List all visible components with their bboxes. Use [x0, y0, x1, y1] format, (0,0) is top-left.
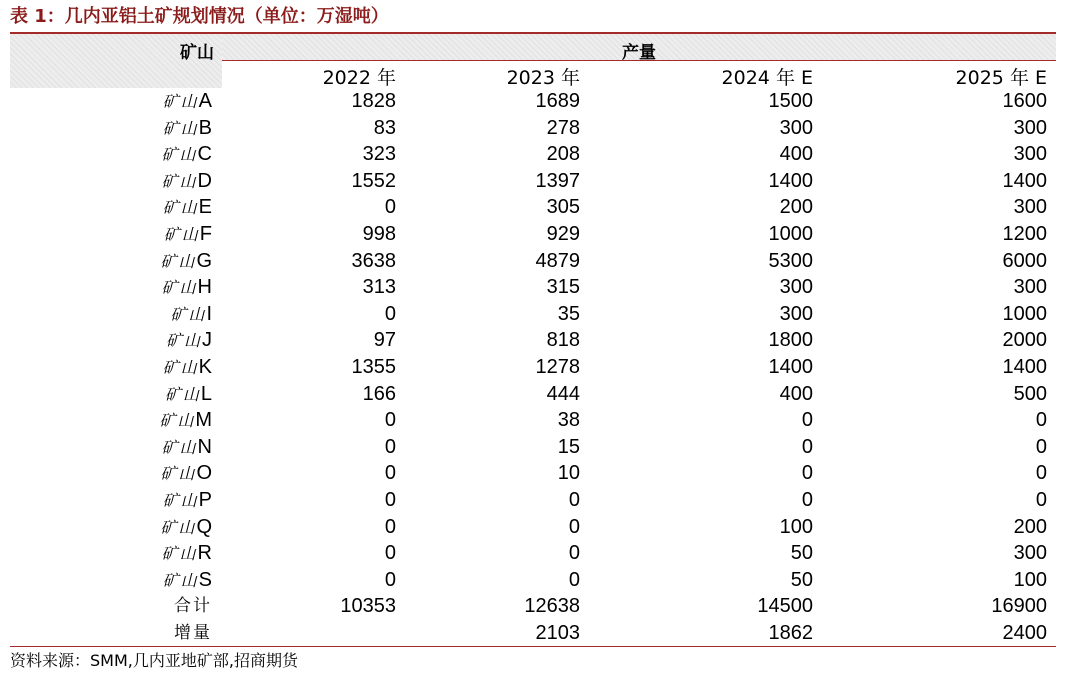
value-cell: 323 — [362, 143, 396, 166]
value-cell: 400 — [779, 143, 813, 166]
mine-name-id: P — [198, 488, 212, 511]
table-row — [10, 141, 1056, 168]
value-cell: 5300 — [768, 249, 813, 272]
value-cell: 1278 — [535, 355, 580, 378]
value-cell: 0 — [568, 542, 580, 565]
mine-name-cell — [10, 381, 212, 409]
mine-name-prefix: 矿山 — [162, 92, 199, 111]
mine-name-cell — [10, 434, 212, 462]
value-cell: 305 — [546, 196, 580, 219]
value-cell: 1200 — [1002, 222, 1047, 245]
mine-name-cell — [10, 487, 212, 515]
value-cell: 2000 — [1002, 329, 1047, 352]
column-header-mine: 矿山 — [180, 43, 214, 63]
mine-name-prefix: 矿山 — [165, 331, 202, 351]
value-cell: 300 — [1013, 143, 1047, 166]
value-cell: 0 — [1035, 462, 1047, 485]
value-cell: 200 — [1013, 515, 1047, 538]
table-row — [10, 514, 1056, 541]
table-row — [10, 221, 1056, 248]
source-note: 资料来源：SMM,几内亚地矿部,招商期货 — [10, 651, 298, 670]
mine-name-prefix: 矿山 — [162, 118, 199, 138]
mine-name-id: F — [199, 222, 212, 245]
value-cell: 14500 — [757, 595, 813, 618]
value-cell: 1600 — [1002, 90, 1047, 112]
value-cell: 0 — [801, 462, 813, 485]
value-cell: 38 — [557, 409, 580, 432]
mine-name-id: E — [198, 196, 212, 219]
value-cell: 1500 — [768, 90, 813, 112]
mine-name-cell — [10, 514, 212, 542]
mine-name-cell — [10, 407, 212, 435]
value-cell: 208 — [546, 143, 580, 166]
mine-name-id: C — [197, 143, 212, 166]
mine-name-prefix: 矿山 — [162, 198, 199, 218]
value-cell: 1689 — [535, 90, 580, 112]
table-row — [10, 88, 1056, 115]
value-cell: 0 — [1035, 488, 1047, 511]
table-row — [10, 434, 1056, 461]
mine-name-id: J — [202, 329, 212, 352]
value-cell: 100 — [779, 515, 813, 538]
mine-name-cell — [10, 88, 212, 116]
value-cell: 0 — [384, 515, 396, 538]
table-row — [10, 354, 1056, 381]
table-row — [10, 274, 1056, 301]
mine-name-cell — [10, 460, 212, 488]
value-cell: 0 — [568, 515, 580, 538]
value-cell: 1552 — [351, 169, 396, 192]
mine-name-id: D — [197, 169, 212, 192]
value-cell: 0 — [801, 488, 813, 511]
mine-name-cell — [10, 540, 212, 568]
mine-name-prefix: 矿山 — [161, 278, 198, 298]
value-cell: 444 — [546, 382, 580, 405]
increase-row-label: 增量 — [174, 622, 212, 643]
mine-name-id: B — [198, 116, 212, 139]
mine-name-prefix: 矿山 — [163, 224, 200, 244]
value-cell: 4879 — [535, 249, 580, 272]
value-cell: 300 — [1013, 542, 1047, 565]
mine-name-cell — [10, 168, 212, 196]
value-cell: 1862 — [768, 621, 813, 644]
mine-name-cell — [10, 194, 212, 222]
mine-name-id: O — [196, 462, 212, 485]
mine-name-id: K — [198, 355, 212, 378]
table-row — [10, 487, 1056, 514]
value-cell: 929 — [546, 222, 580, 245]
value-cell: 0 — [384, 542, 396, 565]
value-cell: 998 — [362, 222, 396, 245]
value-cell: 1828 — [351, 90, 396, 112]
value-cell: 1397 — [535, 169, 580, 192]
year-header-2022: 2022 年 — [322, 67, 396, 89]
mine-name-cell — [10, 141, 212, 169]
value-cell: 1400 — [1002, 355, 1047, 378]
mine-name-prefix: 矿山 — [161, 145, 198, 165]
value-cell: 0 — [384, 196, 396, 219]
mine-name-prefix: 矿山 — [161, 437, 198, 457]
value-cell: 300 — [779, 116, 813, 139]
value-cell: 0 — [568, 568, 580, 591]
mine-name-prefix: 矿山 — [159, 411, 196, 431]
year-header-2024e: 2024 年 E — [721, 67, 813, 89]
mine-name-cell — [10, 274, 212, 302]
mine-name-prefix: 矿山 — [170, 304, 207, 324]
mine-name-cell — [10, 301, 212, 329]
mine-name-cell — [10, 327, 212, 355]
mine-name-prefix: 矿山 — [160, 464, 197, 484]
mine-name-id: N — [197, 435, 212, 458]
value-cell: 1400 — [1002, 169, 1047, 192]
mine-name-cell — [10, 221, 212, 249]
mine-name-prefix: 矿山 — [160, 517, 197, 537]
total-row-label: 合计 — [174, 596, 212, 617]
table-row — [10, 248, 1056, 275]
table-row — [10, 567, 1056, 594]
value-cell: 83 — [373, 116, 396, 139]
value-cell: 35 — [557, 302, 580, 325]
table-row — [10, 381, 1056, 408]
value-cell: 166 — [362, 382, 396, 405]
value-cell: 278 — [546, 116, 580, 139]
table-row — [10, 327, 1056, 354]
mine-name-cell — [10, 354, 212, 382]
value-cell: 1400 — [768, 169, 813, 192]
table-row — [10, 540, 1056, 567]
mine-name-prefix: 矿山 — [161, 171, 198, 191]
mine-name-id: Q — [196, 515, 212, 538]
mine-name-id: M — [195, 409, 212, 432]
mine-name-prefix: 矿山 — [161, 544, 198, 564]
value-cell: 300 — [779, 302, 813, 325]
value-cell: 0 — [384, 302, 396, 325]
value-cell: 0 — [801, 435, 813, 458]
value-cell: 0 — [384, 568, 396, 591]
value-cell: 1400 — [768, 355, 813, 378]
table-row — [10, 194, 1056, 221]
value-cell: 313 — [362, 276, 396, 299]
value-cell: 300 — [1013, 276, 1047, 299]
value-cell: 6000 — [1002, 249, 1047, 272]
value-cell: 500 — [1013, 382, 1047, 405]
table-row — [10, 301, 1056, 328]
value-cell: 0 — [384, 462, 396, 485]
value-cell: 0 — [384, 488, 396, 511]
value-cell: 300 — [1013, 196, 1047, 219]
value-cell: 12638 — [524, 595, 580, 618]
table-row — [10, 168, 1056, 195]
value-cell: 3638 — [351, 249, 396, 272]
value-cell: 0 — [384, 409, 396, 432]
table-title: 表 1：几内亚铝土矿规划情况（单位：万湿吨） — [10, 6, 389, 27]
value-cell: 50 — [790, 568, 813, 591]
mine-name-id: G — [196, 249, 212, 272]
value-cell: 0 — [801, 409, 813, 432]
value-cell: 10 — [557, 462, 580, 485]
value-cell: 1000 — [1002, 302, 1047, 325]
value-cell: 10353 — [340, 595, 396, 618]
table-row — [10, 460, 1056, 487]
mine-name-prefix: 矿山 — [164, 384, 201, 404]
mine-name-id: R — [197, 542, 212, 565]
bottom-divider — [10, 646, 1056, 647]
increase-row — [10, 620, 1056, 647]
value-cell: 200 — [779, 196, 813, 219]
table-row — [10, 115, 1056, 142]
mine-name-cell — [10, 248, 212, 276]
mine-name-id: L — [200, 382, 212, 405]
value-cell: 97 — [373, 329, 396, 352]
mine-name-id: H — [197, 276, 212, 299]
value-cell: 1000 — [768, 222, 813, 245]
year-header-2025e: 2025 年 E — [955, 67, 1047, 89]
mine-name-cell — [10, 115, 212, 143]
value-cell: 0 — [1035, 435, 1047, 458]
value-cell: 50 — [790, 542, 813, 565]
total-row — [10, 593, 1056, 620]
mine-name-cell — [10, 567, 212, 595]
value-cell: 818 — [546, 329, 580, 352]
value-cell: 300 — [1013, 116, 1047, 139]
table-body — [10, 88, 1056, 646]
column-header-production: 产量 — [622, 43, 656, 63]
value-cell: 2103 — [535, 621, 580, 644]
table-row — [10, 407, 1056, 434]
value-cell: 0 — [384, 435, 396, 458]
value-cell: 1355 — [351, 355, 396, 378]
mine-name-id: A — [198, 90, 212, 112]
year-header-2023: 2023 年 — [506, 67, 580, 89]
mine-name-prefix: 矿山 — [162, 490, 199, 510]
mine-name-id: S — [198, 568, 212, 591]
mine-name-prefix: 矿山 — [162, 357, 199, 377]
value-cell: 300 — [779, 276, 813, 299]
mine-name-id: I — [206, 302, 212, 325]
value-cell: 0 — [1035, 409, 1047, 432]
value-cell: 15 — [557, 435, 580, 458]
value-cell: 1800 — [768, 329, 813, 352]
mine-name-prefix: 矿山 — [160, 251, 197, 271]
value-cell: 2400 — [1002, 621, 1047, 644]
value-cell: 400 — [779, 382, 813, 405]
value-cell: 315 — [546, 276, 580, 299]
value-cell: 0 — [568, 488, 580, 511]
mine-name-prefix: 矿山 — [162, 570, 199, 590]
value-cell: 100 — [1013, 568, 1047, 591]
value-cell: 16900 — [991, 595, 1047, 618]
